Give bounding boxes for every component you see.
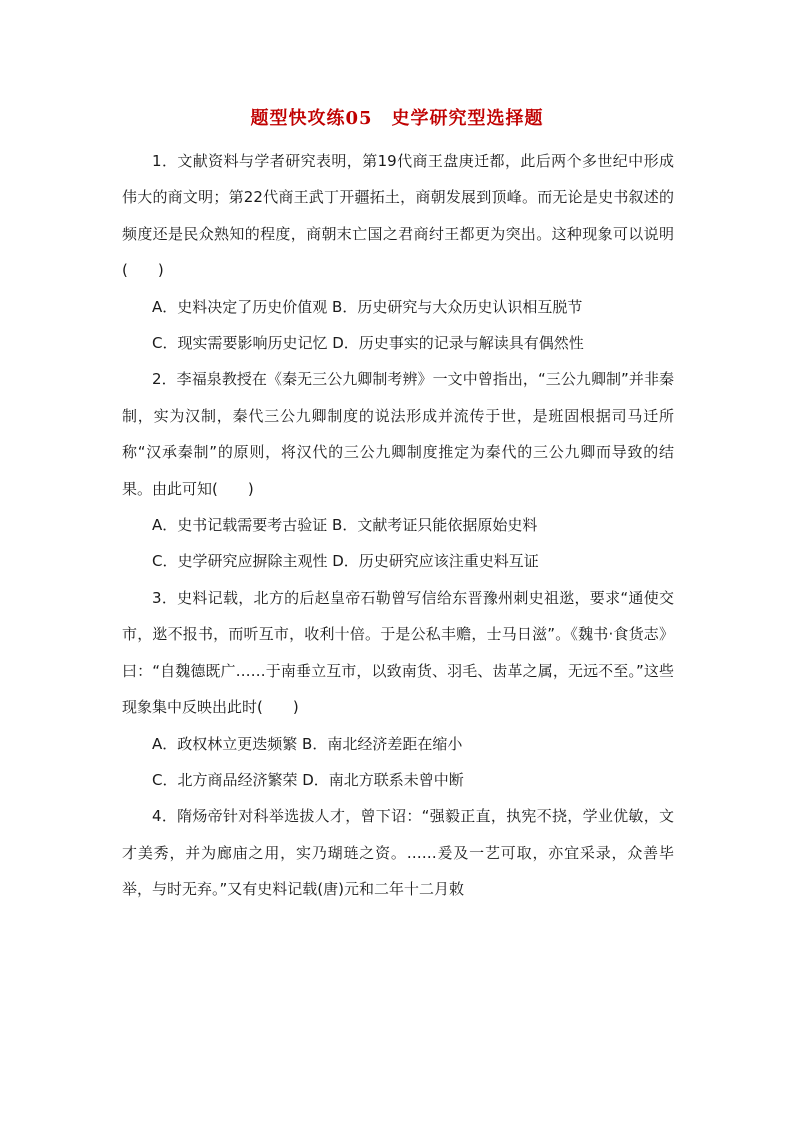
page-title: 题型快攻练05 史学研究型选择题 xyxy=(250,108,544,129)
question-3-stem: 3．史料记载，北方的后赵皇帝石勒曾写信给东晋豫州刺史祖逖，要求“通使交市，逖不报书，而听互市，收利十倍。于是公私丰赡，士马日滋”。《魏书·食货志》曰：“自魏德既广……于南垂立互市，以致南货、羽毛、齿革之属，无远不至。”这些现象集中反映出此时( ) xyxy=(122,588,674,717)
question-1-stem: 1．文献资料与学者研究表明，第19代商王盘庚迁都，此后两个多世纪中形成伟大的商文明；第22代商王武丁开疆拓土，商朝发展到顶峰。而无论是史书叙述的频度还是民众熟知的程度，商朝末亡国之君商纣王都更为突出。这种现象可以说明( ) xyxy=(122,152,674,280)
question-1-options-ab: A．史料决定了历史价值观 B．历史研究与大众历史认识相互脱节 xyxy=(152,297,583,316)
question-2-options-ab: A．史书记载需要考古验证 B．文献考证只能依据原始史料 xyxy=(152,516,538,535)
question-3-options-cd: C．北方商品经济繁荣 D．南北方联系未曾中断 xyxy=(152,770,464,789)
question-1-options-cd: C．现实需要影响历史记忆 D．历史事实的记录与解读具有偶然性 xyxy=(152,334,584,353)
question-2-stem: 2．李福泉教授在《秦无三公九卿制考辨》一文中曾指出，“三公九卿制”并非秦制，实为汉制，秦代三公九卿制度的说法形成并流传于世，是班固根据司马迁所称“汉承秦制”的原则，将汉代的三公九卿制度推定为秦代的三公九卿而导致的结果。由此可知( ) xyxy=(122,370,674,498)
document-body xyxy=(122,143,674,908)
question-2-options-cd: C．史学研究应摒除主观性 D．历史研究应该注重史料互证 xyxy=(152,552,539,571)
question-4-stem: 4．隋炀帝针对科举选拔人才，曾下诏：“强毅正直，执宪不挠，学业优敏，文才美秀，并为廊庙之用，实乃瑚琏之资。……爰及一艺可取，亦宜采录，众善毕举，与时无弃。”又有史料记载(唐)元和二年十二月敕 xyxy=(122,807,674,899)
question-3-options-ab: A．政权林立更迭频繁 B．南北经济差距在缩小 xyxy=(152,734,463,753)
